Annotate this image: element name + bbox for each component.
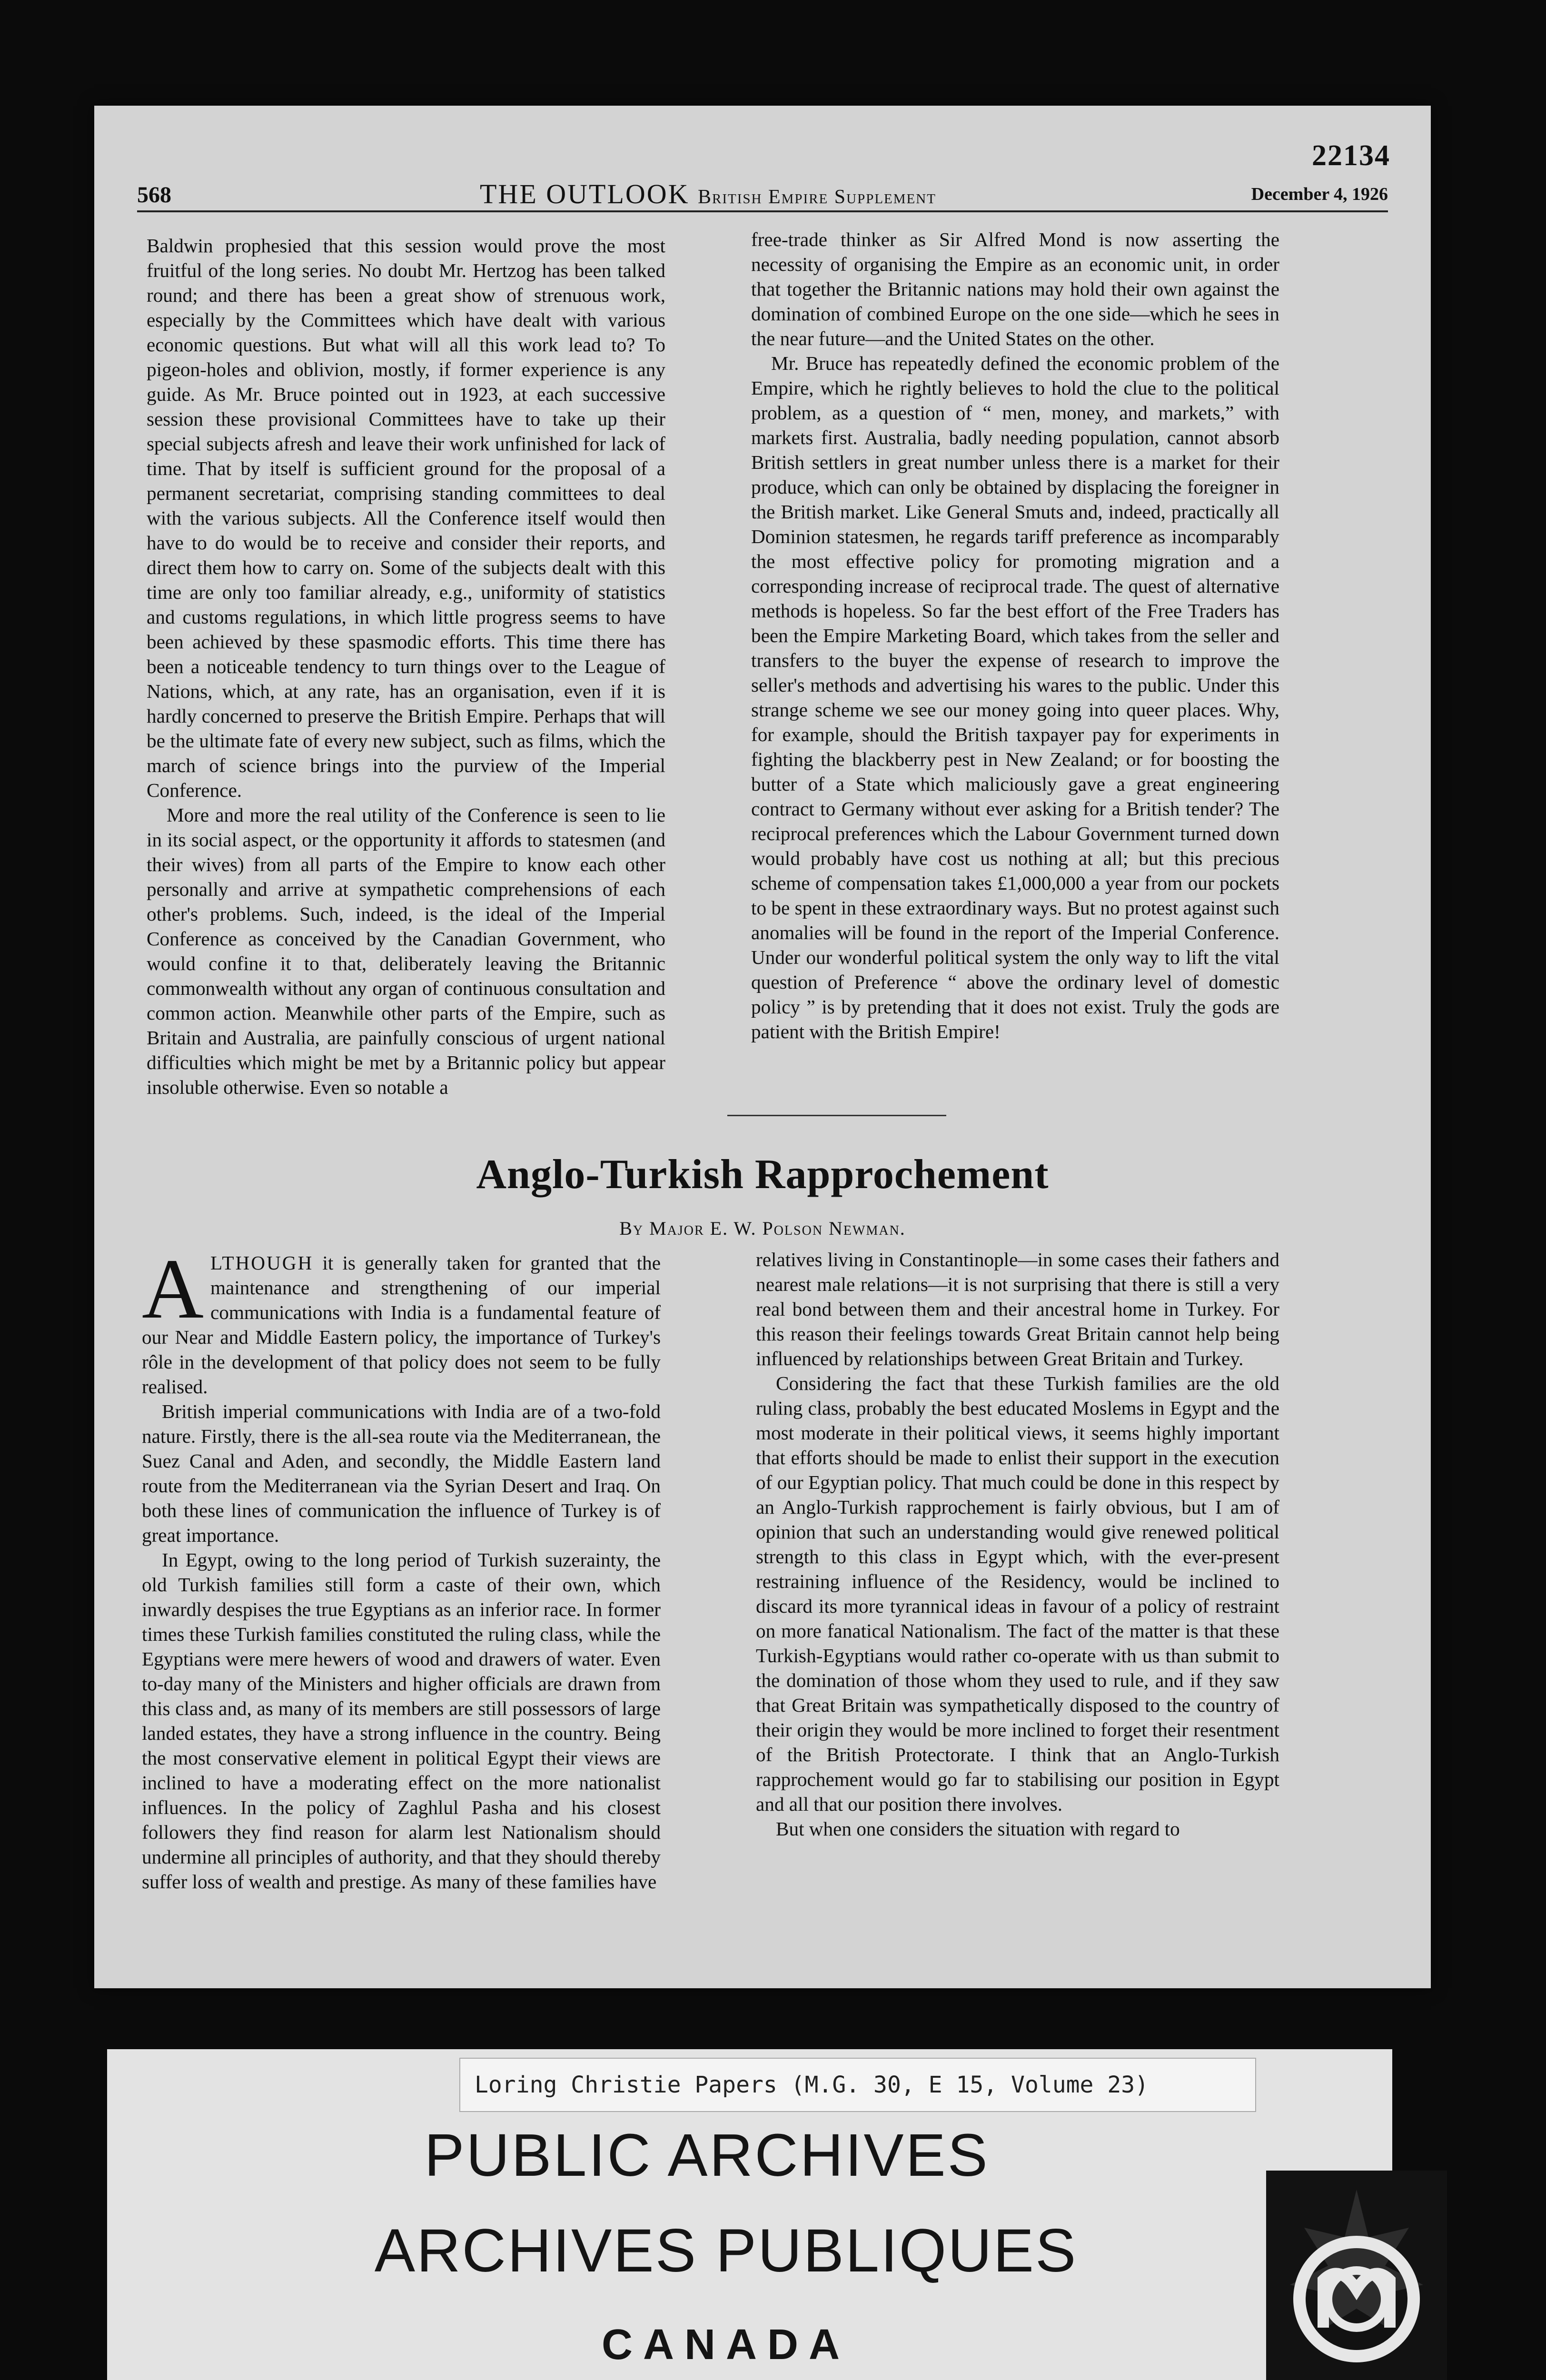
- drop-cap: A: [142, 1241, 204, 1336]
- paragraph: Mr. Bruce has repeatedly defined the economic problem of the Empire, which he rightly believes to hold the clue to the political problem, as a question of “ men, money, and markets,” with markets first. Australia, badly needing population, cannot absorb British settlers in great number unless there is a market for their produce, which can only be obtained by displacing the foreigner in the British market. Like General Smuts and, indeed, practically all Dominion statesmen, he regards tariff preference as incomparably the most effective policy for promoting migration and a corresponding increase of reciprocal trade. The quest of alternative methods is hopeless. So far the best effort of the Free Traders has been the Empire Marketing Board, which takes from the seller and transfers to the buyer the expense of research to improve the seller's methods and advertising his wares to the public. Under this strange scheme we see our money going into queer places. Why, for example, should the British taxpayer pay for experiments in fighting the blackberry pest in New Zealand; or for boosting the butter of a State which maliciously gave a great engineering contract to Germany without ever asking for a British tender? The reciprocal preferences which the Labour Government turned down would probably have cost us nothing at all; but this precious scheme of compensation takes £1,000,000 a year from our pockets to be spent in these extraordinary ways. But no protest against such anomalies will be found in the report of the Imperial Conference. Under our wonderful political system the only way to lift the vital question of Preference “ above the ordinary level of domestic policy ” is by pretending that it does not exist. Truly the gods are patient with the British Empire!: [751, 352, 1279, 1042]
- article-right-column: [756, 1247, 1279, 1841]
- section-divider: [727, 1115, 946, 1116]
- paragraph: free-trade thinker as Sir Alfred Mond is now asserting the necessity of organising the Empire as an economic unit, in order that together the Britannic nations may hold their own against the domination of combined Europe on the one side—which he sees in the near future—and the United States on the other.: [751, 228, 1279, 349]
- page-number: 568: [137, 182, 171, 208]
- archive-name-french: ARCHIVES PUBLIQUES: [374, 2217, 1078, 2285]
- archive-card: [107, 2049, 1392, 2380]
- supplement-name: British Empire Supplement: [698, 186, 936, 208]
- paragraph: More and more the real utility of the Conference is seen to lie in its social aspect, or the opportunity it affords to statesmen (and their wives) from all parts of the Empire to know each other personally and arrive at sympathetic comprehensions of each other's problems. Such, indeed, is the ideal of the Imperial Conference as conceived by the Canadian Government, who would confine it to that, deliberately leaving the Britannic commonwealth without any organ of continuous consultation and common action. Meanwhile other parts of the Empire, such as Britain and Australia, are painfully conscious of urgent national difficulties which might be met by a Britannic policy but appear insoluble otherwise. Even so notable a: [147, 804, 665, 1098]
- paragraph: In Egypt, owing to the long period of Turkish suzerainty, the old Turkish families still form a caste of their own, which inwardly despises the true Egyptians as an inferior race. In former times these Turkish families constituted the ruling class, while the Egyptians were mere hewers of wood and drawers of water. Even to-day many of the Ministers and higher officials are drawn from this class and, as many of its members are still possessors of large landed estates, they have a strong influence in the country. Being the most conservative element in political Egypt their views are inclined to have a moderating effect on the more nationalist influences. In the policy of Zaghlul Pasha and his closest followers they find reason for alarm lest Nationalism should undermine all principles of authority, and that they should thereby suffer loss of wealth and prestige. As many of these families have: [142, 1549, 661, 1893]
- paragraph: Considering the fact that these Turkish families are the old ruling class, probably the best educated Moslems in Egypt and the most moderate in their political views, it seems highly important that efforts should be made to enlist their support in the execution of our Egyptian policy. That much could be done in this respect by an Anglo-Turkish rapprochement is fairly obvious, but I am of opinion that such an understanding would give renewed political strength to this class in Egypt which, with the ever-present restraining influence of the Residency, would be inclined to discard its more tyrannical ideas in favour of a policy of restraint on more fanatical Nationalism. The fact of the matter is that these Turkish-Egyptians would rather co-operate with us than submit to the domination of those whom they used to rule, and if they saw that Great Britain was sympathetically disposed to the country of their origin they would be more inclined to forget their resentment of the British Protectorate. I think that an Anglo-Turkish rapprochement would go far to stabilising our position in Egypt and all that our position there involves.: [756, 1372, 1279, 1815]
- article-left-column: [142, 1241, 661, 1894]
- article-title: Anglo-Turkish Rapprochement: [476, 1151, 1049, 1198]
- paragraph: British imperial communications with India are of a two-fold nature. Firstly, there is the all-sea route via the Mediterranean, the Suez Canal and Aden, and secondly, the Middle Eastern land route from the Mediterranean via the Syrian Desert and Iraq. On both these lines of communication the influence of Turkey is of great importance.: [142, 1400, 661, 1546]
- paragraph: Baldwin prophesied that this session would prove the most fruitful of the long series. No doubt Mr. Hertzog has been talked round; and there has been a great show of strenuous work, especially by the Committees which have dealt with various economic questions. But what will all this work lead to? To pigeon-holes and oblivion, mostly, if former experience is any guide. As Mr. Bruce pointed out in 1923, at each successive session these provisional Committees have to take up their special subjects afresh and leave their work unfinished for lack of time. That by itself is sufficient ground for the proposal of a permanent secretariat, comprising standing committees to deal with the various subjects. All the Conference itself would then have to do would be to receive and consider their reports, and direct them how to carry on. Some of the subjects dealt with this time are only too familiar already, e.g., uniformity of statistics and customs regulations, in which little progress seems to have been achieved by these spasmodic efforts. This time there has been a noticeable tendency to turn things over to the League of Nations, which, at any rate, has an organisation, even if it is hardly concerned to preserve the British Empire. Perhaps that will be the ultimate fate of every new subject, such as films, which the march of science brings into the purview of the Imperial Conference.: [147, 235, 665, 801]
- collection-label: Loring Christie Papers (M.G. 30, E 15, Volume 23): [459, 2058, 1256, 2112]
- issue-date: December 4, 1926: [1251, 184, 1388, 204]
- paragraph: But when one considers the situation with regard to: [776, 1818, 1180, 1840]
- document-page: [94, 106, 1431, 1988]
- continued-article-right-column: [751, 227, 1279, 1044]
- archive-country: CANADA: [602, 2321, 850, 2369]
- emblem-graphic: [1266, 2171, 1447, 2380]
- paragraph: relatives living in Constantinople—in some cases their fathers and nearest male relations—it is not surprising that there is still a very real bond between them and their ancestral home in Turkey. For this reason their feelings towards Great Britain cannot help being influenced by relationships between Great Britain and Turkey.: [756, 1249, 1279, 1369]
- archives-emblem-icon: [1266, 2171, 1447, 2380]
- article-byline: By Major E. W. Polson Newman.: [619, 1218, 906, 1239]
- stamp-number: 22134: [1312, 139, 1390, 172]
- archive-name-english: PUBLIC ARCHIVES: [424, 2122, 990, 2189]
- lead-word: LTHOUGH: [210, 1252, 314, 1274]
- continued-article-left-column: [147, 233, 665, 1100]
- page-header: [137, 177, 1388, 212]
- opening-paragraph: ALTHOUGH it is generally taken for granted that the maintenance and strengthening of our imperial communications with India is a fundamental feature of our Near and Middle Eastern policy, the importance of Turkey's rôle in the development of that policy does not seem to be fully realised.: [142, 1241, 661, 1398]
- publication-title: THE OUTLOOK British Empire Supplement: [480, 178, 936, 209]
